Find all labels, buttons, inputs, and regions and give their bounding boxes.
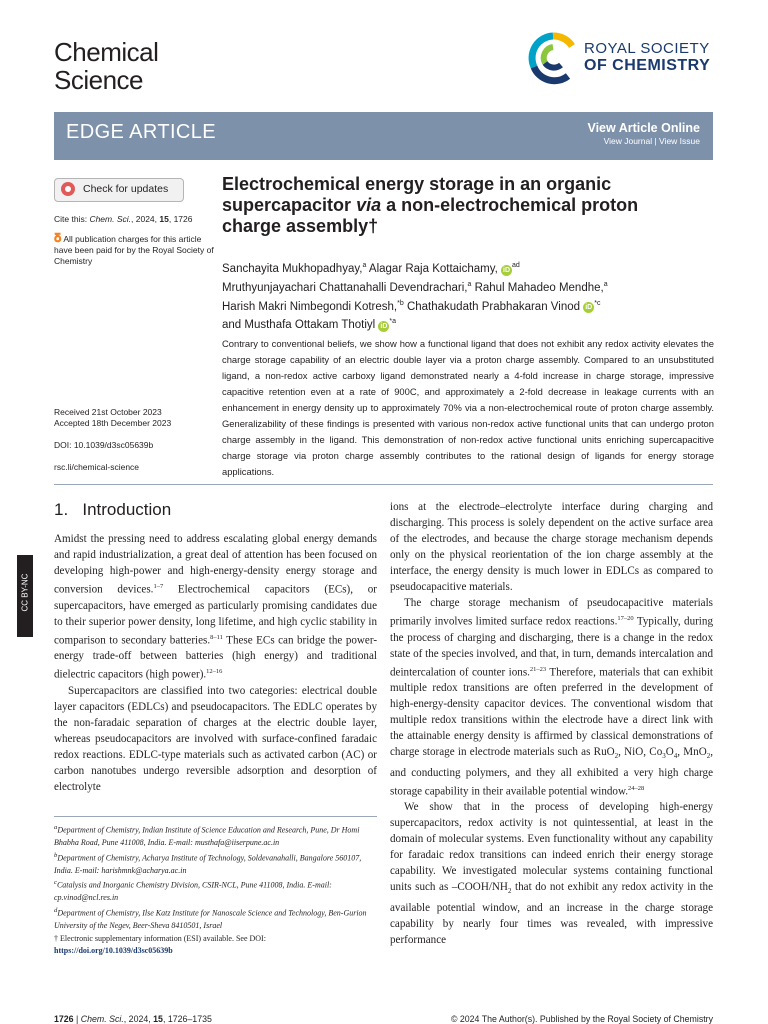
- open-access-icon: 𝛅: [54, 231, 62, 245]
- affiliation-text: Department of Chemistry, Acharya Institute of Technology, Soldevanahalli, Bangalore 560107, India. E-mail: harishmnk@acharya.ac.in: [54, 853, 362, 875]
- cite-year: , 2024,: [131, 214, 160, 224]
- citation-ref[interactable]: 24–28: [628, 784, 645, 792]
- page-footer-citation: [54, 1014, 212, 1024]
- orcid-icon[interactable]: iD: [503, 266, 511, 274]
- publisher-line-2: OF CHEMISTRY: [584, 57, 711, 74]
- citation: [54, 214, 214, 225]
- author-affiliation: *c: [594, 299, 601, 307]
- affiliation-text: Department of Chemistry, Indian Institute of Science Education and Research, Pune, Dr Homi Bhabha Road, Pune 411008, India. E-mail: musthafa@iiserpune.ac.in: [54, 825, 360, 848]
- affiliation-c: $^c$Catalysis and Inorganic Chemistry Division, CSIR-NCL, Pune 411008, India. E-mail: cp.vinod@ncl.res.in: [54, 879, 332, 903]
- body-column-right: [390, 499, 713, 948]
- rsc-wordmark: [584, 40, 710, 75]
- author-list: [222, 258, 712, 333]
- affiliation-b: $^b$Department of Chemistry, Acharya Institute of Technology, Soldevanahalli, Bangalore 560107, India. E-mail: harishmnk@acharya.ac.in: [54, 851, 362, 875]
- affiliations: [54, 822, 377, 958]
- citation-ref[interactable]: 1–7: [153, 583, 164, 590]
- publisher-line-1: ROYAL SOCIETY: [584, 40, 710, 57]
- journal-line-1: Chemical: [54, 37, 159, 67]
- check-for-updates-label: Check for updates: [83, 183, 169, 195]
- article-type: EDGE ARTICLE: [66, 121, 217, 143]
- banner-links: [587, 121, 700, 146]
- subscript: 2: [614, 752, 619, 761]
- esi-note: [54, 933, 377, 958]
- open-access-note: [54, 233, 214, 267]
- section-title: Introduction: [82, 500, 172, 519]
- author-affiliation: ad: [512, 262, 520, 269]
- footnote-divider: [54, 816, 377, 817]
- paragraph: Supercapacitors are classified into two categories: electrical double layer capacitors (EDLCs) and pseudocapacitors. The EDLC operates by the non-faradaic separation of charges at the electric double layer, whereas pseudocapacitors are involved with surface-confined faradaic redox reactions. EDLC-type materials such as activated carbon (AC) or carbon nanotubes undergo reversible adsorption and desorption of electrolyte: [54, 685, 377, 794]
- affiliation-d: $^d$Department of Chemistry, Ilse Katz Institute for Nanoscale Science and Technology, Ben-Gurion University of the Negev, Beer-Sheva 8410501, Israel: [54, 906, 367, 931]
- author[interactable]: Rahul Mahadeo Mendhe,: [471, 281, 604, 294]
- link-separator: |: [652, 136, 660, 146]
- abstract-divider: [54, 484, 713, 485]
- text-run: , MnO: [677, 746, 707, 759]
- paragraph: ions at the electrode–electrolyte interface during charging and discharging. This process is solely dependent on the active surface area of the electrodes, and because the charge storage mechanism depends only on the physical reorientation of the ion charge assembly at the interface, the energy density is much lower in EDLCs as compared to pseudocapacitive materials.: [390, 501, 713, 593]
- paragraph: [390, 595, 713, 799]
- esi-doi-link[interactable]: https://doi.org/10.1039/d3sc05639b: [54, 946, 173, 956]
- title-part-2: a non-electrochemical proton charge assembly†: [222, 195, 639, 236]
- paragraph: [54, 531, 377, 683]
- text-run: These ECs can bridge the power-energy trade-off between batteries (high energy) and traditional dielectric capacitors (high power).: [54, 634, 378, 682]
- footer-journal: Chem. Sci.: [80, 1014, 124, 1024]
- article-title: [222, 174, 702, 237]
- title-part-1: Electrochemical energy storage in an organic supercapacitor: [222, 174, 612, 215]
- accepted-date: Accepted 18th December 2023: [54, 418, 172, 428]
- text-run: Electrochemical capacitors (ECs), or supercapacitors, have emerged as particularly promising candidates due to their superior power density, long lifetime, and high cyclic stability in comparison to secondary batteries.: [54, 583, 377, 647]
- footer-sep: |: [73, 1014, 81, 1024]
- crossmark-icon: [61, 182, 75, 196]
- text-run: We show that in the process of developing high-energy supercapacitors, redox activity is not quintessential, at least in the domain of molecular systems. Even functionality without any capability for faradaic redox transitions can indeed enrich their energy storage capability. We investigated molecular systems containing functional units such as –COOH/NH: [390, 801, 713, 894]
- author-affiliation: a: [603, 280, 608, 288]
- author-affiliation: *b: [397, 299, 404, 307]
- section-number: 1.: [54, 500, 69, 519]
- received-date: Received 21st October 2023: [54, 407, 162, 417]
- cite-pages: , 1726: [168, 214, 193, 224]
- cc-license-badge[interactable]: [17, 555, 33, 637]
- paragraph: [390, 799, 713, 947]
- affiliation-text: Department of Chemistry, Ilse Katz Institute for Nanoscale Science and Technology, Ben-Gurion University of the Negev, Beer-Sheva 8410501, Israel: [54, 908, 367, 931]
- view-article-online-link[interactable]: View Article Online: [587, 121, 700, 135]
- affiliation-a: $^a$Department of Chemistry, Indian Institute of Science Education and Research, Pune, Dr Homi Bhabha Road, Pune 411008, India. E-mail: musthafa@iiserpune.ac.in: [54, 824, 360, 848]
- text-run: , and conducting polymers, and they all exhibited a very high charge storage capability in their available potential window.: [390, 746, 713, 798]
- text-run: Amidst the pressing need to address escalating global energy demands and rapid industrialization, a great deal of attention has been focused on developing high-power and high-energy-density energy storage and conversion devices.: [54, 533, 377, 596]
- section-heading: [54, 500, 171, 520]
- footer-year: , 2024,: [123, 1014, 154, 1024]
- page-number: 1726: [54, 1014, 74, 1024]
- journal-url[interactable]: rsc.li/chemical-science: [54, 462, 140, 472]
- affiliation-text: Catalysis and Inorganic Chemistry Division, CSIR-NCL, Pune 411008, India. E-mail: cp.vinod@ncl.res.in: [54, 880, 332, 903]
- cite-volume: 15: [159, 214, 169, 224]
- author[interactable]: Alagar Raja Kottaichamy,: [366, 262, 498, 275]
- author[interactable]: Harish Makri Nimbegondi Kotresh,: [222, 300, 398, 313]
- citation-ref[interactable]: 21–23: [529, 665, 547, 673]
- rsc-logo-icon: [528, 30, 578, 86]
- footer-volume: 15: [153, 1014, 163, 1024]
- body-column-left: [54, 531, 377, 795]
- author-affiliation: *a: [389, 318, 397, 326]
- text-run: O: [665, 746, 674, 759]
- author[interactable]: Sanchayita Mukhopadhyay,: [222, 262, 363, 275]
- subscript: 3: [662, 752, 666, 761]
- author[interactable]: Mruthyunjayachari Chattanahalli Devendrachari,: [222, 281, 468, 294]
- text-run: , NiO, Co: [618, 746, 663, 759]
- subscript: 4: [673, 752, 678, 761]
- text-run: that do not exhibit any redox activity in the available potential window, and an increase in the charge storage capability by nearly four times was revealed, with impressive performance: [390, 881, 714, 946]
- cite-label: Cite this:: [54, 214, 90, 224]
- check-for-updates-button[interactable]: [54, 178, 184, 202]
- author-affiliation: a: [362, 262, 367, 269]
- view-journal-link[interactable]: View Journal: [603, 136, 653, 146]
- author-affiliation: a: [467, 280, 472, 288]
- subscript: 2: [507, 887, 512, 896]
- doi[interactable]: DOI: 10.1039/d3sc05639b: [54, 440, 154, 450]
- author[interactable]: and Musthafa Ottakam Thotiyl: [222, 319, 376, 332]
- orcid-icon[interactable]: iD: [380, 323, 388, 331]
- citation-ref[interactable]: 12–16: [206, 668, 223, 676]
- text-run: Therefore, materials that can exhibit multiple redox transitions are often preferred in the development of high-energy-density capacitor devices. The conventional wisdom that multiple redox transitions within the electrode have a direct link with the attainable energy density is affirmed by classical demonstrations of charge storage in electrode materials such as RuO: [390, 666, 713, 759]
- journal-name: [54, 38, 158, 94]
- title-italic: via: [356, 195, 382, 215]
- open-access-text: All publication charges for this article have been paid for by the Royal Society of Chemistry: [54, 234, 214, 266]
- view-issue-link[interactable]: View Issue: [659, 136, 700, 146]
- text-run: Typically, during the process of charging and discharging, there is a change in the redox state of the species involved, and that, in turn, demands intercalation and deintercalation of counter ions.: [390, 615, 713, 679]
- esi-text: † Electronic supplementary information (ESI) available. See DOI:: [54, 933, 266, 943]
- license-text: CC BY-NC: [20, 573, 30, 612]
- citation-ref[interactable]: 17–20: [617, 615, 634, 622]
- journal-line-2: Science: [54, 65, 143, 95]
- author[interactable]: Chathakudath Prabhakaran Vinod: [403, 300, 581, 313]
- abstract: Contrary to conventional beliefs, we show how a functional ligand that does not exhibit any redox activity elevates the charge storage capability of an electric double layer via a proton charge assembly. Compared to an unsubstituted ligand, a non-redox active carboxy ligand demonstrated nearly a 4-fold increase in charge storage, impressive capacitive retention even at a rate of 900C, and approximately a 2-fold decrease in leakage currents with an enhancement in energy density up to approximately 70% via a non-electrochemical route of proton charge assembly. Generalizability of these findings is presented with various non-redox active functional units that can undergo proton charge assembly in the ligand. This demonstration of non-redox active functional units enriching supercapacitive charge storage via proton charge assembly contributes to the rational design of ligands for energy storage applications.: [222, 338, 714, 477]
- citation-ref[interactable]: 8–11: [210, 633, 223, 641]
- subscript: 2: [706, 752, 711, 761]
- cite-journal: Chem. Sci.: [89, 214, 132, 224]
- orcid-icon[interactable]: iD: [585, 304, 593, 312]
- copyright: © 2024 The Author(s). Published by the Royal Society of Chemistry: [450, 1014, 713, 1024]
- text-run: The charge storage mechanism of pseudocapacitive materials primarily involves limited surface redox reactions.: [390, 597, 713, 628]
- footer-pages: , 1726–1735: [162, 1014, 212, 1024]
